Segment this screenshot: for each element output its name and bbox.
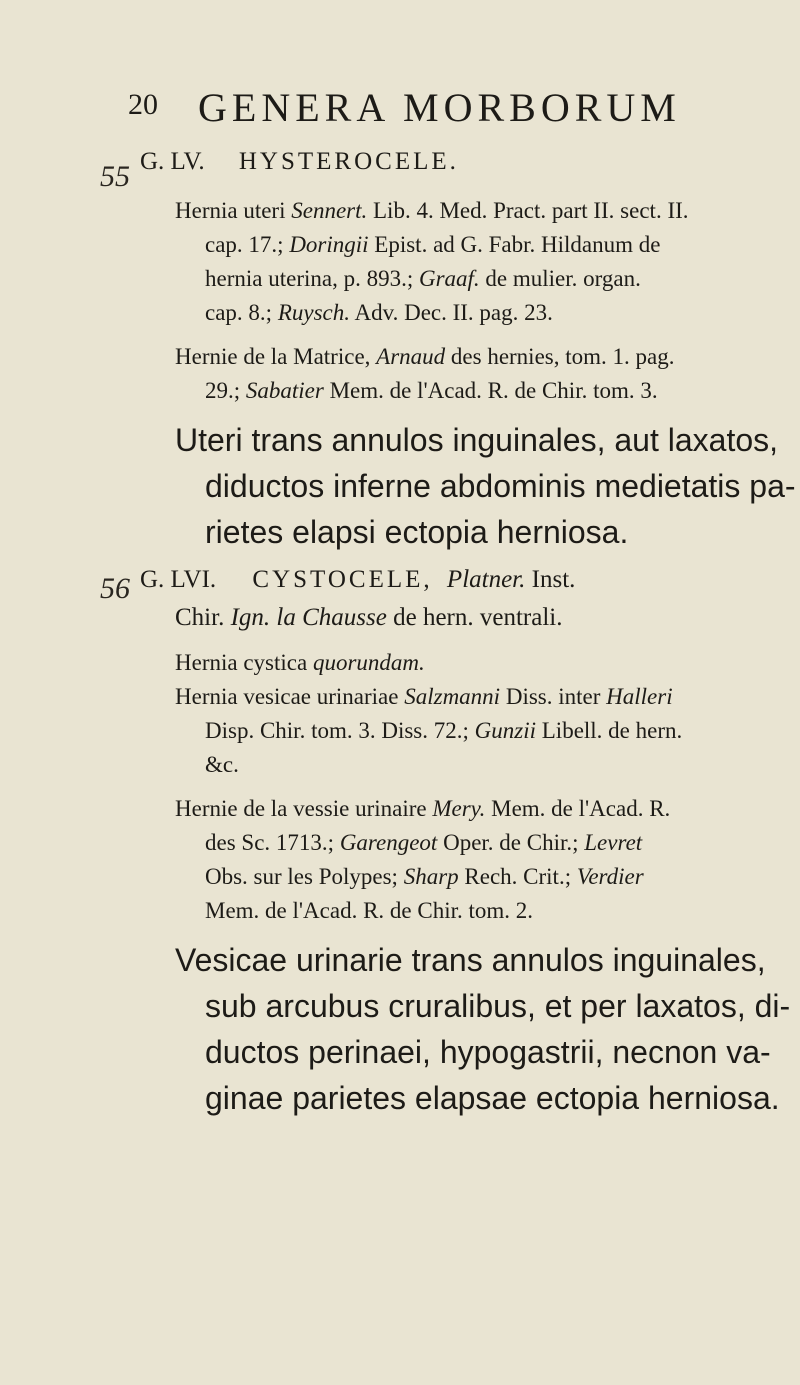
reference-line: Mem. de l'Acad. R. de Chir. tom. 2. [205, 898, 534, 923]
genus-heading-continuation: Chir. Ign. la Chausse de hern. ventrali. [175, 604, 563, 631]
reference-line: cap. 8.; Ruysch. Adv. Dec. II. pag. 23. [205, 300, 553, 325]
margin-number: 55 [100, 160, 130, 193]
genus-authority: Platner. [446, 566, 526, 593]
running-title: GENERA MORBORUM [198, 85, 681, 130]
description-line: sub arcubus cruralibus, et per laxatos, di- [205, 988, 791, 1024]
reference-line: Hernie de la vessie urinaire Mery. Mem. de l'Acad. R. [175, 796, 671, 821]
reference-line: Disp. Chir. tom. 3. Diss. 72.; Gunzii Libell. de hern. [205, 718, 683, 743]
description-line: diductos inferne abdominis medietatis pa- [205, 468, 796, 504]
genus-code: G. LV. [140, 148, 205, 175]
genus-title: CYSTOCELE, [252, 566, 433, 593]
page-number: 20 [128, 88, 158, 121]
reference-line: hernia uterina, p. 893.; Graaf. de mulier. organ. [205, 266, 641, 291]
description-line: ductos perinaei, hypogastrii, necnon va- [205, 1034, 771, 1070]
reference-line: Hernie de la Matrice, Arnaud des hernies, tom. 1. pag. [175, 344, 675, 369]
description-line: Uteri trans annulos inguinales, aut laxatos, [175, 422, 779, 458]
reference-line: Hernia uteri Sennert. Lib. 4. Med. Pract. part II. sect. II. [175, 198, 689, 223]
reference-line: 29.; Sabatier Mem. de l'Acad. R. de Chir. tom. 3. [205, 378, 658, 403]
reference-line: cap. 17.; Doringii Epist. ad G. Fabr. Hildanum de [205, 232, 661, 257]
genus-title: HYSTEROCELE. [238, 148, 459, 175]
reference-line: Hernia cystica quorundam. [175, 650, 425, 675]
reference-line: &c. [205, 752, 239, 777]
genus-heading [140, 148, 459, 176]
margin-number: 56 [100, 572, 130, 605]
reference-line: Hernia vesicae urinariae Salzmanni Diss. inter Halleri [175, 684, 673, 709]
description-line: Vesicae urinarie trans annulos inguinales, [175, 942, 766, 978]
description-line: ginae parietes elapsae ectopia herniosa. [205, 1080, 780, 1116]
genus-heading: G. LVI. CYSTOCELE, Platner. Inst. [140, 566, 576, 593]
genus-code: G. LVI. [140, 566, 217, 593]
description-line: rietes elapsi ectopia herniosa. [205, 514, 629, 550]
reference-line: Obs. sur les Polypes; Sharp Rech. Crit.; Verdier [205, 864, 644, 889]
reference-line: des Sc. 1713.; Garengeot Oper. de Chir.; Levret [205, 830, 643, 855]
